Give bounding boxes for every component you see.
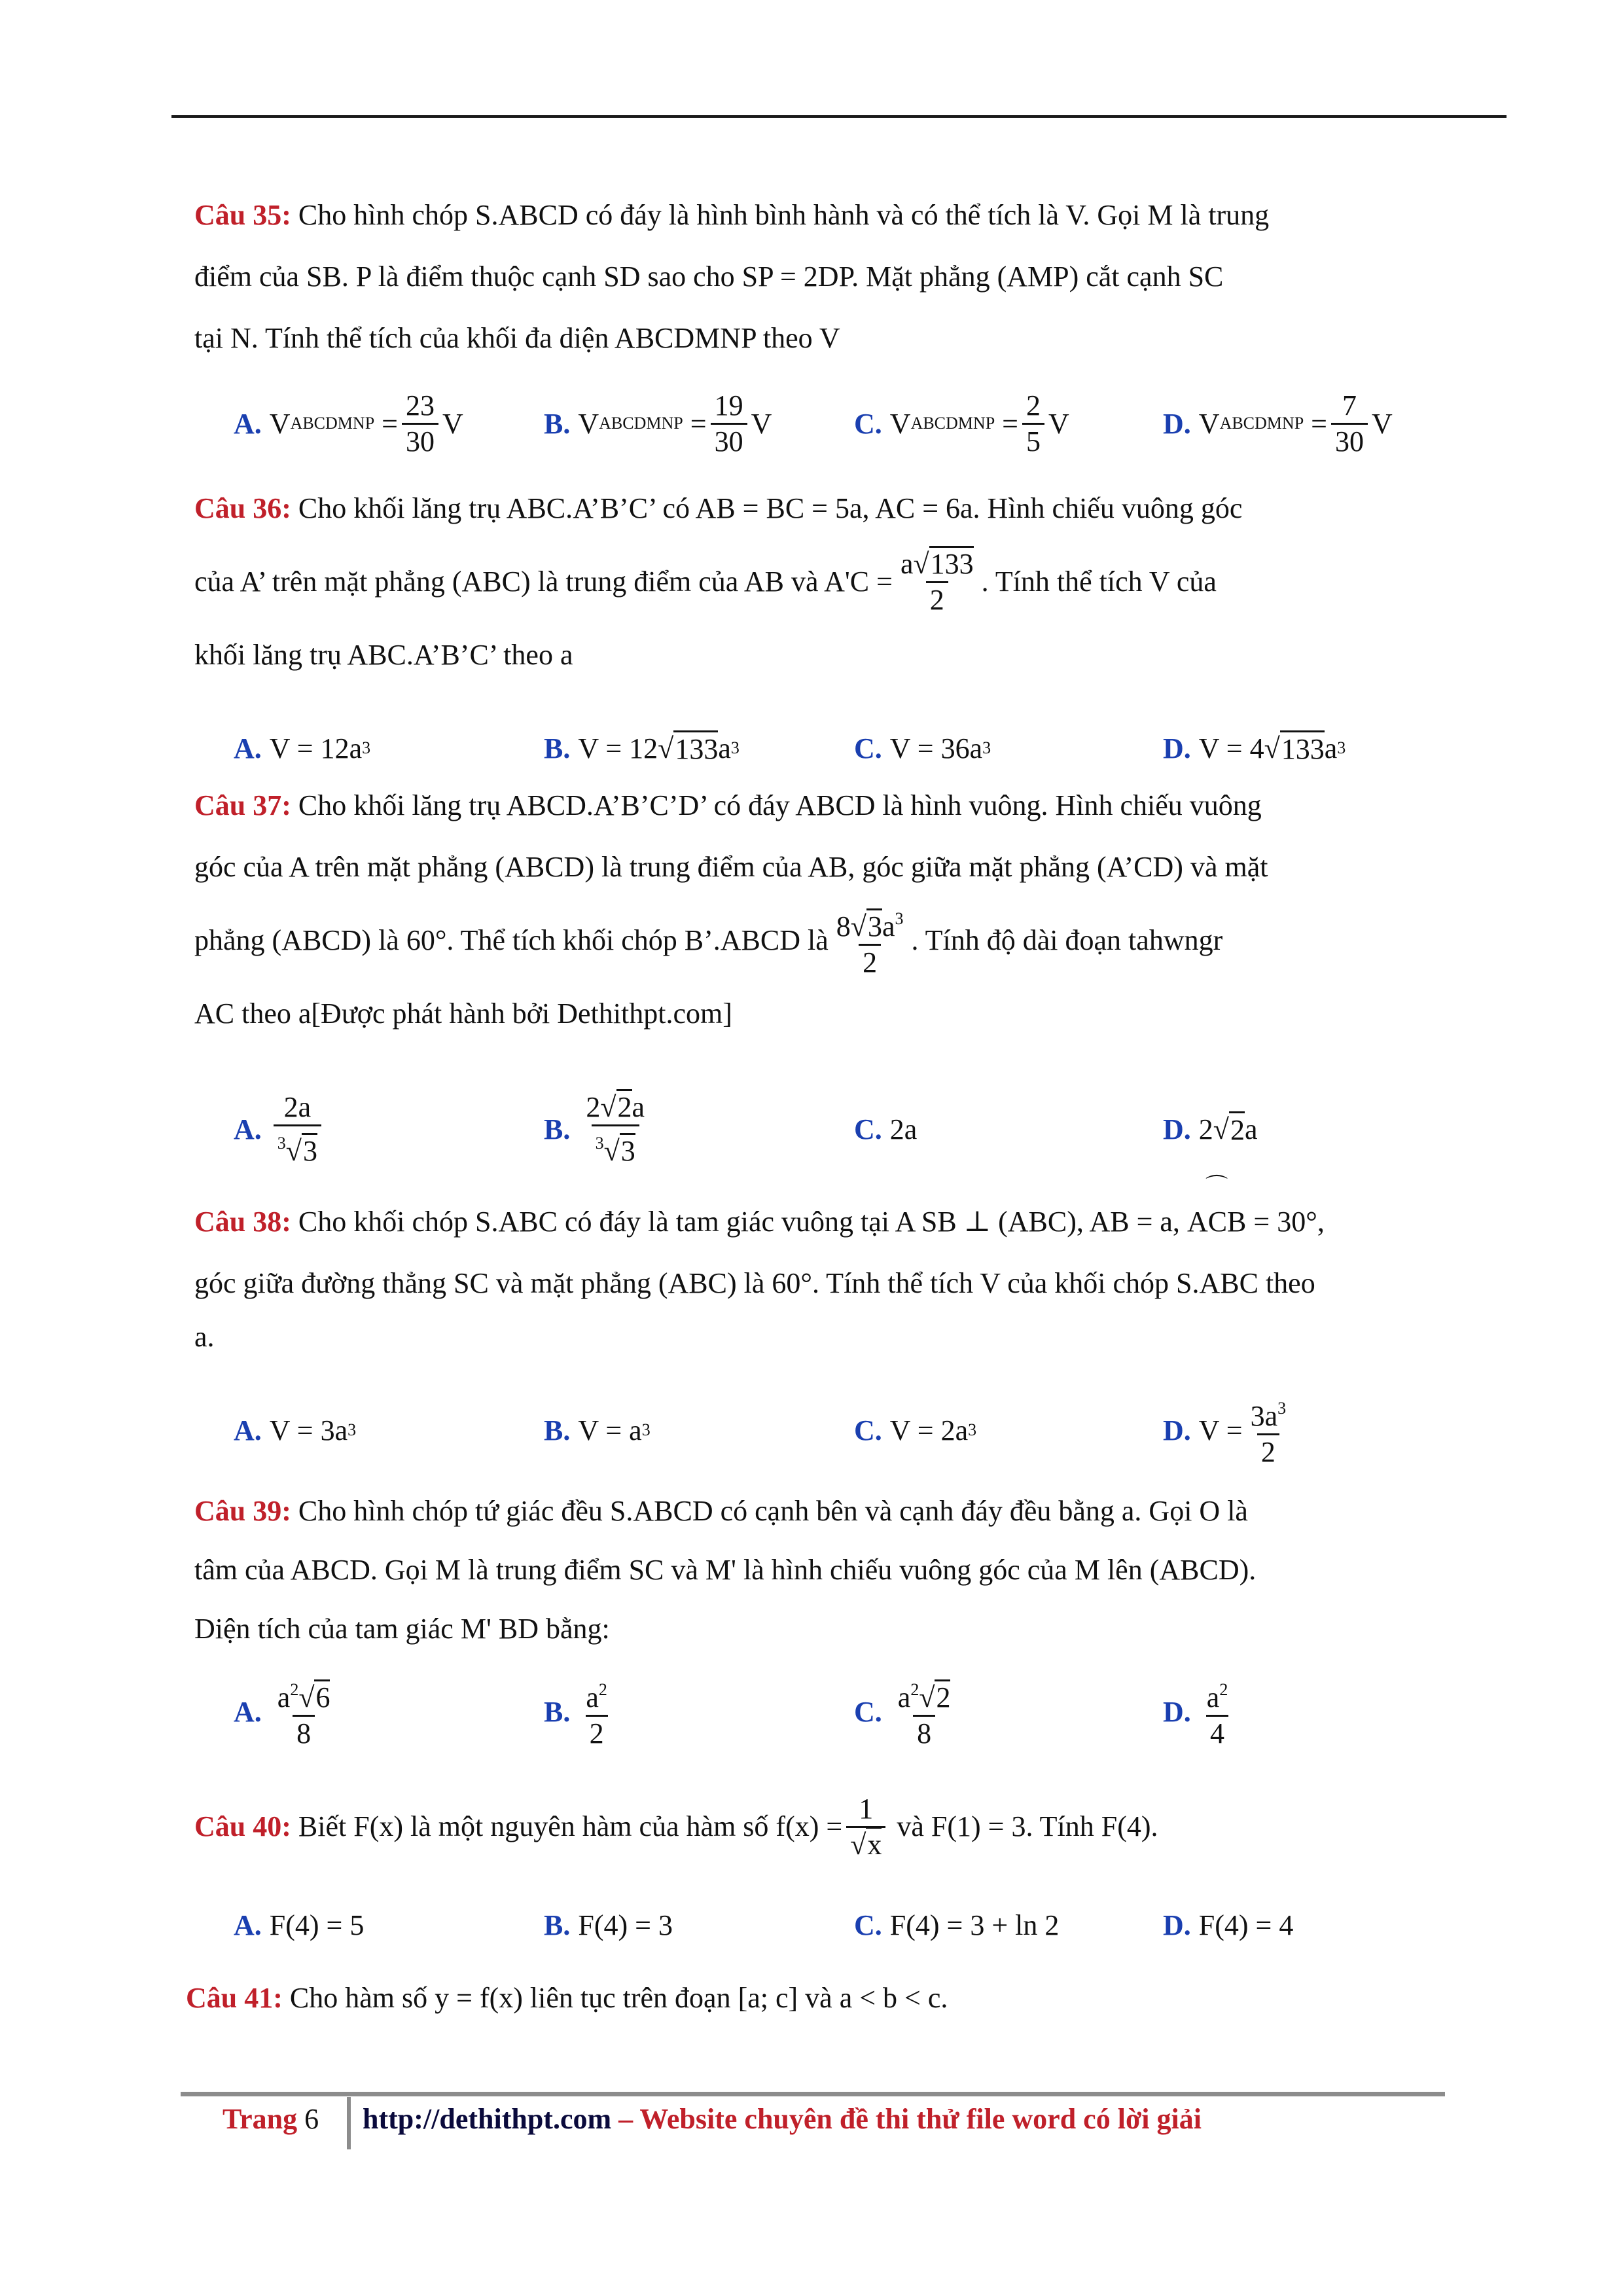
footer-link[interactable] [363, 2102, 1202, 2136]
fraction: $\frac{19}{30}$ [711, 389, 747, 459]
option-c[interactable]: C. 2a [854, 1113, 918, 1145]
fraction: $\frac{a√133}{2}$ [897, 547, 978, 617]
option-b[interactable]: B. $\frac{2√2a}{^3√3}$ [544, 1086, 652, 1172]
question-label: Câu 41: [186, 1982, 283, 2014]
option-a[interactable]: A. $\frac{2a}{^3√3}$ [234, 1086, 325, 1172]
options-40 [234, 1882, 1477, 1967]
option-b[interactable]: B. V = 12 √ 133 a 3 [544, 706, 740, 791]
question-label: Câu 40: [194, 1810, 291, 1842]
option-d[interactable]: D. $\frac{a^2}{4}$ [1163, 1669, 1236, 1754]
question-label: Câu 38: [194, 1206, 291, 1238]
option-d[interactable]: D. V ABCDMNP = $\frac{7}{30}$ V [1163, 389, 1393, 457]
question-text: Cho hình chóp tứ giác đều S.ABCD có cạnh bên và cạnh đáy đều bằng a. Gọi O là [298, 1495, 1248, 1527]
option-a[interactable]: A. V = 3a 3 [234, 1414, 357, 1446]
question-text: góc giữa đường thẳng SC và mặt phẳng (ABC) là 60°. Tính thể tích V của khối chóp S.ABC theo [194, 1267, 1315, 1299]
option-c[interactable]: C. F(4) = 3 + ln 2 [854, 1909, 1060, 1941]
options-39 [234, 1669, 1477, 1754]
fraction: $\frac{a^2√2}{8}$ [897, 1679, 951, 1749]
fraction: $\frac{8√3a^3}{2}$ [836, 908, 904, 978]
option-b[interactable]: B. $\frac{a^2}{2}$ [544, 1669, 615, 1754]
option-d[interactable]: D. V = $\frac{3a^3}{2}$ [1163, 1388, 1294, 1473]
fraction: $\frac{a^2√6}{8}$ [277, 1679, 330, 1749]
option-b[interactable]: B. F(4) = 3 [544, 1909, 673, 1941]
option-c[interactable]: C. V ABCDMNP = $\frac{2}{5}$ V [854, 389, 1069, 457]
question-label: Câu 37: [194, 789, 291, 821]
footer-rule [181, 2092, 1445, 2096]
question-label: Câu 36: [194, 492, 291, 524]
question-40: Câu 40: Biết F(x) là một nguyên hàm của hàm số f(x) = $\frac{1}{√x}$ và F(1) = 3. Tính F(4). [194, 1792, 1158, 1861]
fraction: $\frac{23}{30}$ [402, 389, 438, 459]
option-a[interactable]: A. $\frac{a^2√6}{8}$ [234, 1669, 338, 1754]
question-36: Câu 36: Cho khối lăng trụ ABC.A’B’C’ có AB = BC = 5a, AC = 6a. Hình chiếu vuông góc của A’ trên mặt phẳng (ABC) là trung điểm của AB và A'C = $\frac{a√133}{2}$ . Tính thể tích V của khối lăng trụ ABC.A’B’C’ theo a [194, 478, 1490, 686]
option-d[interactable]: D. F(4) = 4 [1163, 1909, 1294, 1941]
fraction: $\frac{3a^3}{2}$ [1250, 1398, 1287, 1468]
question-text: tại N. Tính thể tích của khối đa diện ABCDMNP theo V [194, 322, 840, 354]
fraction: $\frac{2√2a}{^3√3}$ [582, 1090, 649, 1168]
footer-separator [347, 2097, 351, 2149]
question-37: Câu 37: Cho khối lăng trụ ABCD.A’B’C’D’ có đáy ABCD là hình vuông. Hình chiếu vuông góc của A trên mặt phẳng (ABCD) là trung điểm của AB, góc giữa mặt phẳng (A’CD) và mặt phẳng (ABCD) là 60°. Thể tích khối chóp B’.ABCD là $\frac{8√3a^3}{2}$ . Tính độ dài đoạn tahwngr AC theo a[Được phát hành bởi Dethithpt.com] [194, 775, 1490, 1045]
fraction: $\frac{7}{30}$ [1331, 389, 1368, 459]
question-text: góc của A trên mặt phẳng (ABCD) là trung điểm của AB, góc giữa mặt phẳng (A’CD) và mặt [194, 851, 1268, 883]
option-b[interactable]: B. V ABCDMNP = $\frac{19}{30}$ V [544, 389, 772, 457]
option-d[interactable]: D. V = 4 √ 133 a 3 [1163, 706, 1346, 791]
option-a[interactable]: A. V ABCDMNP = $\frac{23}{30}$ V [234, 389, 463, 457]
options-35 [234, 381, 1477, 466]
footer-tagline: – Website chuyên đề thi thử file word có lời giải [618, 2103, 1202, 2135]
footer-url[interactable]: http://dethithpt.com [363, 2103, 612, 2135]
option-c[interactable]: C. V = 36a 3 [854, 732, 991, 764]
question-text: Cho khối lăng trụ ABCD.A’B’C’D’ có đáy ABCD là hình vuông. Hình chiếu vuông [298, 789, 1262, 821]
question-text: điểm của SB. P là điểm thuộc cạnh SD sao cho SP = 2DP. Mặt phẳng (AMP) cắt cạnh SC [194, 260, 1224, 293]
question-label: Câu 39: [194, 1495, 291, 1527]
option-a[interactable]: A. V = 12a 3 [234, 732, 371, 764]
fraction: $\frac{a^2}{4}$ [1206, 1679, 1228, 1749]
options-38 [234, 1388, 1477, 1473]
option-c[interactable]: C. $\frac{a^2√2}{8}$ [854, 1669, 958, 1754]
question-text: Cho hàm số y = f(x) liên tục trên đoạn [a; c] và a < b < c. [289, 1982, 948, 2014]
question-text: AC theo a[Được phát hành bởi Dethithpt.com] [194, 997, 732, 1030]
question-text: Cho khối lăng trụ ABC.A’B’C’ có AB = BC = 5a, AC = 6a. Hình chiếu vuông góc [298, 492, 1243, 524]
page-number: Trang 6 [223, 2103, 319, 2135]
question-text: khối lăng trụ ABC.A’B’C’ theo a [194, 639, 573, 671]
option-c[interactable]: C. V = 2a 3 [854, 1414, 977, 1446]
fraction: $\frac{a^2}{2}$ [586, 1679, 607, 1749]
question-39 [194, 1482, 1490, 1659]
options-37 [234, 1086, 1477, 1172]
question-text: a. [194, 1321, 215, 1353]
arc-mark: ⌒ [1205, 1175, 1228, 1199]
header-rule [171, 115, 1507, 118]
fraction: $\frac{2a}{^3√3}$ [274, 1090, 321, 1168]
fraction: $\frac{2}{5}$ [1022, 389, 1044, 459]
question-text: Cho hình chóp S.ABCD có đáy là hình bình hành và có thể tích là V. Gọi M là trung [298, 199, 1270, 231]
question-label: Câu 35: [194, 199, 291, 231]
fraction: $\frac{1}{√x}$ [846, 1792, 885, 1862]
question-41 [186, 1967, 1482, 2029]
question-35 [194, 185, 1490, 369]
question-38: Câu 38: Cho khối chóp S.ABC có đáy là tam giác vuông tại A SB ⊥ (ABC), AB = a, ⌒ ACB = 30°, góc giữa đường thẳng SC và mặt phẳng (ABC) là 60°. Tính thể tích V của khối chóp S.ABC theo a. [194, 1191, 1490, 1360]
question-text: tâm của ABCD. Gọi M là trung điểm SC và M' là hình chiếu vuông góc của M lên (ABCD). [194, 1554, 1257, 1586]
option-d[interactable]: D. 2 √ 2 a [1163, 1086, 1257, 1172]
question-text: Diện tích của tam giác M' BD bằng: [194, 1613, 610, 1645]
option-b[interactable]: B. V = a 3 [544, 1414, 651, 1446]
option-a[interactable]: A. F(4) = 5 [234, 1909, 365, 1941]
